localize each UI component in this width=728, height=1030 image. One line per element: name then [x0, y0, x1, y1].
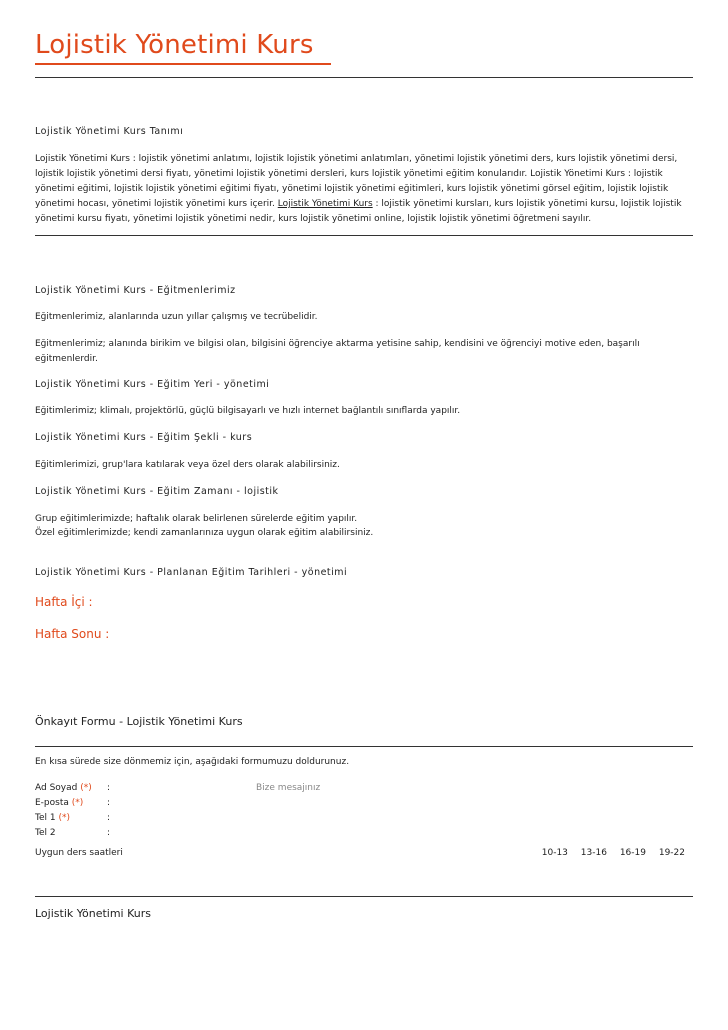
form-field-label: Ad Soyad (*) [35, 783, 92, 793]
header-divider [35, 77, 693, 78]
hours-label: Uygun ders saatleri [35, 848, 123, 858]
form-intro: En kısa sürede size dönmemiz için, aşağıdaki formumuzu doldurunuz. [35, 757, 350, 767]
teachers-p1: Eğitmenlerimiz, alanlarında uzun yıllar çalışmış ve tecrübelidir. [35, 312, 318, 322]
message-textarea[interactable]: Bize mesajınız [256, 783, 321, 793]
hours-options [532, 848, 685, 858]
form-field-tel1[interactable] [35, 811, 235, 826]
time-line1: Grup eğitimlerimizde; haftalık olarak belirlenen sürelerde eğitim yapılır. [35, 514, 358, 524]
format-heading: Lojistik Yönetimi Kurs - Eğitim Şekli - kurs [35, 432, 253, 443]
form-field-colon: : [107, 813, 111, 823]
place-text: Eğitimlerimiz; klimalı, projektörlü, güçlü bilgisayarlı ve hızlı internet bağlantılı sınıflarda yapılır. [35, 406, 461, 416]
teachers-heading: Lojistik Yönetimi Kurs - Eğitmenlerimiz [35, 285, 236, 296]
form-field-label: Tel 1 (*) [35, 813, 70, 823]
form-field-tel2[interactable] [35, 826, 235, 841]
form-field-label: E-posta (*) [35, 798, 84, 808]
form-field-colon: : [107, 798, 111, 808]
required-marker: (*) [58, 813, 70, 823]
form-title: Önkayıt Formu - Lojistik Yönetimi Kurs [35, 715, 243, 728]
dates-heading: Lojistik Yönetimi Kurs - Planlanan Eğitim Tarihleri - yönetimi [35, 567, 348, 578]
footer-divider [35, 896, 693, 897]
definition-text [35, 152, 693, 227]
required-marker: (*) [71, 798, 84, 808]
time-heading: Lojistik Yönetimi Kurs - Eğitim Zamanı - lojistik [35, 486, 279, 497]
form-field-label: Tel 2 [35, 828, 56, 838]
teachers-p2: Eğitmenlerimiz; alanında birikim ve bilgisi olan, bilgisini öğrenciye aktarma yetisine sahip, kendisini ve öğrenciyi motive eden, başarılı eğitmenlerdir. [35, 339, 640, 364]
definition-text-part2: : lojistik yönetimi kursları, kurs lojistik yönetimi kursu, lojistik lojistik yönetimi kursu fiyatı, yönetimi lojistik yönetimi nedir, kurs lojistik yönetimi online, lojistik lojistik yönetimi öğretmeni sayılır. [35, 199, 682, 224]
form-field-colon: : [107, 783, 111, 793]
format-text: Eğitimlerimizi, grup'lara katılarak veya özel ders olarak alabilirsiniz. [35, 460, 340, 470]
hour-option-13-16[interactable]: 13-16 [580, 848, 607, 858]
place-heading: Lojistik Yönetimi Kurs - Eğitim Yeri - yönetimi [35, 379, 270, 390]
title-underline [35, 63, 331, 65]
form-fields [35, 781, 235, 841]
definition-heading: Lojistik Yönetimi Kurs Tanımı [35, 126, 184, 137]
hour-option-10-13[interactable]: 10-13 [541, 848, 568, 858]
definition-divider [35, 235, 693, 236]
form-field-name[interactable] [35, 781, 235, 796]
form-field-email[interactable] [35, 796, 235, 811]
weekday-label: Hafta İçi : [35, 595, 93, 609]
form-field-colon: : [107, 828, 111, 838]
weekend-label: Hafta Sonu : [35, 627, 110, 641]
form-divider [35, 746, 693, 747]
required-marker: (*) [80, 783, 92, 793]
hour-option-19-22[interactable]: 19-22 [658, 848, 685, 858]
definition-text-part1: Lojistik Yönetimi Kurs : lojistik yönetimi anlatımı, lojistik lojistik yönetimi anlatımları, yönetimi lojistik yönetimi ders, kurs lojistik yönetimi dersi, lojistik lojistik yönetimi dersi fiyatı, yönetimi lojistik yönetimi dersleri, kurs lojistik yönetimi eğitim konularıdır. Lojistik Yönetimi Kurs : lojistik yönetimi eğitimi, lojistik lojistik yönetimi eğitimi fiyatı, yönetimi lojistik yönetimi eğitimleri, kurs lojistik yönetimi görsel eğitim, lojistik lojistik yönetimi hocası, yönetimi lojistik yönetimi kurs içerir. [35, 154, 678, 209]
definition-link[interactable]: Lojistik Yönetimi Kurs [277, 199, 373, 209]
page-title: Lojistik Yönetimi Kurs [35, 30, 314, 60]
time-line2: Özel eğitimlerimizde; kendi zamanlarınıza uygun olarak eğitim alabilirsiniz. [35, 528, 374, 538]
hour-option-16-19[interactable]: 16-19 [619, 848, 646, 858]
footer-title: Lojistik Yönetimi Kurs [35, 907, 151, 920]
